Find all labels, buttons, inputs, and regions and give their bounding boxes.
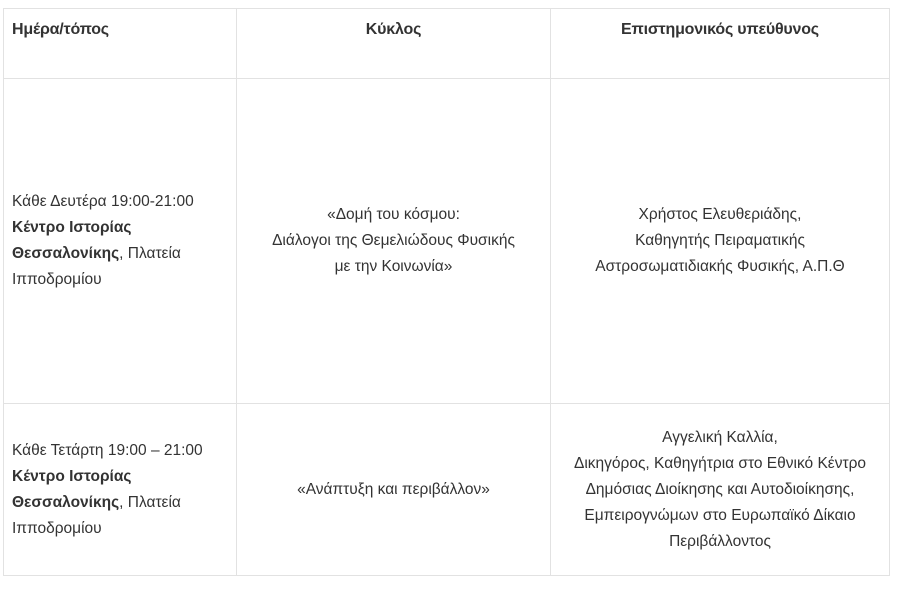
day-time: Κάθε Τετάρτη 19:00 – 21:00 (12, 441, 203, 459)
instructor-line: Δημόσιας Διοίκησης και Αυτοδιοίκησης, (585, 480, 855, 498)
table-row (4, 404, 890, 576)
course-title-line: «Ανάπτυξη και περιβάλλον» (297, 480, 490, 498)
instructor-cell (551, 404, 890, 576)
instructor-line: Περιβάλλοντος (669, 532, 771, 550)
venue-location: , Πλατεία Ιπποδρομίου (12, 245, 181, 288)
day-place-cell (4, 79, 237, 404)
course-cell (237, 79, 551, 404)
venue-name: Κέντρο Ιστορίας Θεσσαλονίκης (12, 467, 132, 511)
venue-name: Κέντρο Ιστορίας Θεσσαλονίκης (12, 219, 132, 262)
header-instructor: Επιστημονικός υπεύθυνος (551, 9, 890, 79)
table-row (4, 79, 890, 404)
day-time: Κάθε Δευτέρα 19:00-21:00 (12, 193, 194, 210)
course-title-line: με την Κοινωνία» (334, 258, 453, 275)
course-title-line: «Δομή του κόσμου: (327, 206, 460, 223)
instructor-line: Αγγελική Καλλία, (662, 428, 778, 446)
instructor-line: Χρήστος Ελευθεριάδης, (638, 206, 802, 223)
header-day-place: Ημέρα/τόπος (4, 9, 237, 79)
venue-location: , Πλατεία Ιπποδρομίου (12, 493, 181, 537)
course-cell (237, 404, 551, 576)
course-title-line: Διάλογοι της Θεμελιώδους Φυσικής (272, 232, 515, 249)
instructor-line: Εμπειρογνώμων στο Ευρωπαϊκό Δίκαιο (584, 506, 856, 524)
table-header-row (4, 9, 890, 79)
header-course: Κύκλος (237, 9, 551, 79)
instructor-cell (551, 79, 890, 404)
instructor-line: Αστροσωματιδιακής Φυσικής, Α.Π.Θ (595, 258, 845, 275)
schedule-table (3, 8, 890, 576)
day-place-cell (4, 404, 237, 576)
instructor-line: Δικηγόρος, Καθηγήτρια στο Εθνικό Κέντρο (573, 454, 867, 472)
instructor-line: Καθηγητής Πειραματικής (635, 232, 805, 249)
schedule-container (3, 8, 890, 576)
